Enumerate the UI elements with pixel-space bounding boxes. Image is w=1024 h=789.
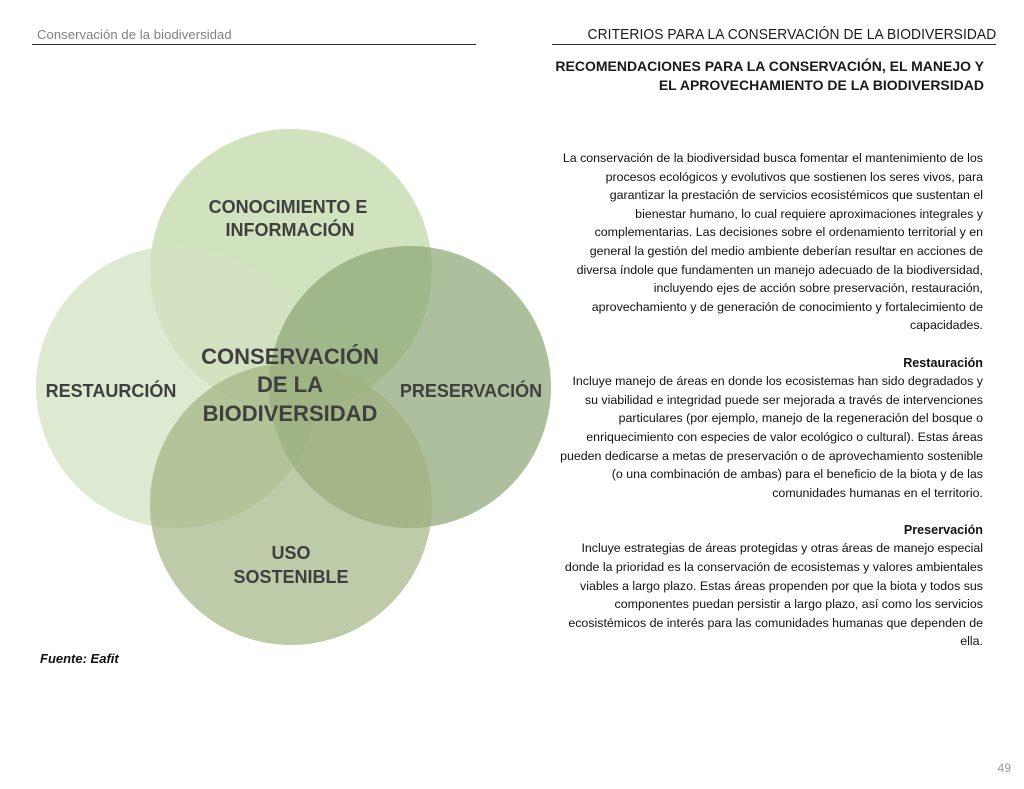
label-left: RESTAURCIÓN (45, 381, 177, 401)
label-center-line3: BIODIVERSIDAD (202, 401, 378, 426)
intro-paragraph: La conservación de la biodiversidad busca fomentar el mantenimiento de los procesos ecológicos y evolutivos que sostienen los seres vivos, para garantizar la prestación de servicios ecosistémicos que sustentan el bienestar humano, lo cual requiere aproximaciones integrales y complementarias. Las decisiones sobre el ordenamiento territorial y en general la gestión del medio ambiente deberían resultar en acciones de diversa índole que fundamenten un manejo adecuado de la biodiversidad, incluyendo ejes de acción sobre preservación, restauración, aprovechamiento y de generación de conocimiento y fortalecimiento de capacidades. (562, 151, 983, 333)
label-bottom-line2: SOSTENIBLE (233, 567, 349, 587)
heading-preservacion: Preservación (903, 522, 983, 537)
paragraph-preservacion: Incluye estrategias de áreas protegidas y otras áreas de manejo especial donde la prioridad es la conservación de ecosistemas y valores ambientales viables a largo plazo. Estas áreas propenden por que la biota y todos sus componentes puedan persistir a largo plazo, así como los servicios ecosistémicos de interés para las comunidades humanas que dependen de ella. (564, 541, 983, 649)
label-center-line2: DE LA (257, 372, 323, 397)
body-text (556, 149, 983, 670)
label-center-line1: CONSERVACIÓN (201, 344, 379, 369)
heading-restauracion: Restauración (903, 355, 983, 370)
figure-source: Fuente: Eafit (40, 651, 119, 666)
running-header-right: CRITERIOS PARA LA CONSERVACIÓN DE LA BIODIVERSIDAD (587, 26, 996, 43)
page-number: 49 (997, 761, 1011, 775)
section-title: RECOMENDACIONES PARA LA CONSERVACIÓN, EL MANEJO Y EL APROVECHAMIENTO DE LA BIODIVERSIDAD (555, 58, 984, 93)
label-bottom-line1: USO (271, 543, 311, 563)
running-header-left: Conservación de la biodiversidad (37, 27, 232, 42)
label-top-line2: INFORMACIÓN (225, 220, 355, 240)
label-right: PRESERVACIÓN (399, 381, 543, 401)
label-top-line1: CONOCIMIENTO E (208, 197, 368, 217)
paragraph-restauracion: Incluye manejo de áreas en donde los ecosistemas han sido degradados y su viabilidad e integridad puede ser mejorada a través de intervenciones particulares (por ejemplo, manejo de la regeneración del bosque o enriquecimiento con especies de valor ecológico o cultural). Estas áreas pueden dedicarse a metas de preservación o de aprovechamiento sostenible (o una combinación de ambas) para el beneficio de la biota y de las comunidades humanas en el territorio. (560, 374, 983, 500)
